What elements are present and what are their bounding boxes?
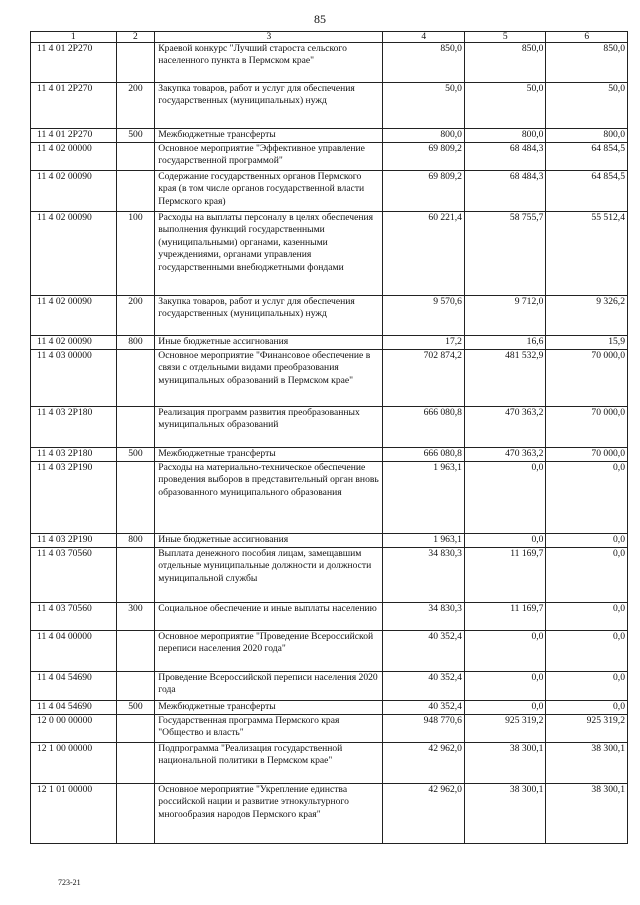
cell-name: Содержание государственных органов Пермского края (в том числе органов государственной власти Пермского края): [155, 171, 383, 212]
cell-amount-col5: 470 363,2: [464, 448, 546, 462]
cell-code: 12 1 01 00000: [31, 784, 117, 844]
cell-amount-col6: 925 319,2: [546, 715, 628, 743]
cell-expense-type: [116, 784, 155, 844]
table-row: [31, 350, 628, 407]
cell-amount-col6: 15,9: [546, 336, 628, 350]
cell-amount-col4: 60 221,4: [383, 212, 465, 296]
cell-code: 11 4 03 70560: [31, 548, 117, 603]
column-number: 5: [464, 32, 546, 43]
column-number: 6: [546, 32, 628, 43]
cell-amount-col5: 11 169,7: [464, 603, 546, 631]
cell-amount-col6: 0,0: [546, 548, 628, 603]
column-number: 4: [383, 32, 465, 43]
cell-expense-type: 100: [116, 212, 155, 296]
table-body: [31, 43, 628, 844]
cell-code: 12 1 00 00000: [31, 743, 117, 784]
table-row: [31, 534, 628, 548]
table-row: [31, 143, 628, 171]
cell-name: Подпрограмма "Реализация государственной национальной политики в Пермском крае": [155, 743, 383, 784]
cell-amount-col4: 17,2: [383, 336, 465, 350]
cell-expense-type: 500: [116, 448, 155, 462]
cell-amount-col5: 16,6: [464, 336, 546, 350]
table-row: [31, 603, 628, 631]
cell-name: Межбюджетные трансферты: [155, 448, 383, 462]
cell-expense-type: [116, 631, 155, 672]
cell-expense-type: 500: [116, 701, 155, 715]
cell-expense-type: 800: [116, 534, 155, 548]
table-row: [31, 296, 628, 336]
cell-amount-col4: 702 874,2: [383, 350, 465, 407]
cell-amount-col5: 0,0: [464, 462, 546, 534]
cell-amount-col6: 0,0: [546, 701, 628, 715]
cell-amount-col6: 850,0: [546, 43, 628, 83]
table-row: [31, 43, 628, 83]
cell-code: 11 4 03 2Р180: [31, 407, 117, 448]
cell-name: Иные бюджетные ассигнования: [155, 534, 383, 548]
cell-name: Межбюджетные трансферты: [155, 701, 383, 715]
cell-name: Государственная программа Пермского края "Общество и власть": [155, 715, 383, 743]
budget-table: [30, 31, 628, 844]
cell-amount-col4: 1 963,1: [383, 534, 465, 548]
cell-name: Иные бюджетные ассигнования: [155, 336, 383, 350]
footer-code: 723-21: [58, 878, 81, 887]
table-row: [31, 83, 628, 129]
table-row: [31, 171, 628, 212]
cell-amount-col4: 9 570,6: [383, 296, 465, 336]
cell-code: 11 4 02 00000: [31, 143, 117, 171]
cell-expense-type: [116, 43, 155, 83]
table-row: [31, 672, 628, 701]
cell-expense-type: [116, 672, 155, 701]
cell-code: 11 4 03 2Р190: [31, 534, 117, 548]
cell-code: 11 4 01 2Р270: [31, 43, 117, 83]
cell-name: Закупка товаров, работ и услуг для обеспечения государственных (муниципальных) нужд: [155, 83, 383, 129]
cell-expense-type: [116, 407, 155, 448]
column-number: 2: [116, 32, 155, 43]
cell-name: Основное мероприятие "Финансовое обеспечение в связи с отдельными видами преобразования муниципальных образований в Пермском крае": [155, 350, 383, 407]
cell-amount-col6: 50,0: [546, 83, 628, 129]
cell-expense-type: 200: [116, 83, 155, 129]
cell-amount-col6: 0,0: [546, 631, 628, 672]
cell-name: Проведение Всероссийской переписи населения 2020 года: [155, 672, 383, 701]
table-row: [31, 743, 628, 784]
cell-amount-col6: 70 000,0: [546, 407, 628, 448]
cell-amount-col5: 0,0: [464, 534, 546, 548]
table-row: [31, 715, 628, 743]
cell-name: Основное мероприятие "Эффективное управление государственной программой": [155, 143, 383, 171]
cell-expense-type: [116, 548, 155, 603]
cell-code: 11 4 02 00090: [31, 336, 117, 350]
cell-amount-col5: 68 484,3: [464, 143, 546, 171]
cell-amount-col4: 40 352,4: [383, 672, 465, 701]
table-row: [31, 548, 628, 603]
cell-amount-col5: 850,0: [464, 43, 546, 83]
cell-amount-col4: 34 830,3: [383, 603, 465, 631]
cell-amount-col6: 70 000,0: [546, 448, 628, 462]
cell-amount-col5: 800,0: [464, 129, 546, 143]
cell-code: 11 4 02 00090: [31, 171, 117, 212]
cell-expense-type: [116, 462, 155, 534]
cell-amount-col5: 481 532,9: [464, 350, 546, 407]
table-row: [31, 631, 628, 672]
cell-code: 11 4 03 2Р180: [31, 448, 117, 462]
column-number: 1: [31, 32, 117, 43]
cell-code: 11 4 01 2Р270: [31, 129, 117, 143]
cell-amount-col5: 11 169,7: [464, 548, 546, 603]
cell-name: Выплата денежного пособия лицам, замещавшим отдельные муниципальные должности и должности муниципальной службы: [155, 548, 383, 603]
cell-code: 11 4 03 70560: [31, 603, 117, 631]
cell-amount-col5: 38 300,1: [464, 743, 546, 784]
cell-amount-col6: 70 000,0: [546, 350, 628, 407]
cell-amount-col5: 58 755,7: [464, 212, 546, 296]
cell-amount-col4: 850,0: [383, 43, 465, 83]
cell-amount-col5: 68 484,3: [464, 171, 546, 212]
table-row: [31, 336, 628, 350]
cell-amount-col5: 470 363,2: [464, 407, 546, 448]
table-row: [31, 407, 628, 448]
cell-name: Расходы на материально-техническое обеспечение проведения выборов в представительный орган вновь образованного муниципального образования: [155, 462, 383, 534]
cell-amount-col4: 69 809,2: [383, 171, 465, 212]
cell-name: Краевой конкурс "Лучший староста сельского населенного пункта в Пермском крае": [155, 43, 383, 83]
cell-code: 11 4 02 00090: [31, 212, 117, 296]
cell-amount-col6: 0,0: [546, 534, 628, 548]
cell-amount-col6: 38 300,1: [546, 784, 628, 844]
cell-expense-type: 500: [116, 129, 155, 143]
table-row: [31, 212, 628, 296]
cell-expense-type: 800: [116, 336, 155, 350]
cell-code: 11 4 03 00000: [31, 350, 117, 407]
cell-name: Основное мероприятие "Проведение Всероссийской переписи населения 2020 года": [155, 631, 383, 672]
cell-amount-col4: 1 963,1: [383, 462, 465, 534]
cell-name: Социальное обеспечение и иные выплаты населению: [155, 603, 383, 631]
cell-code: 11 4 03 2Р190: [31, 462, 117, 534]
cell-code: 11 4 02 00090: [31, 296, 117, 336]
cell-name: Межбюджетные трансферты: [155, 129, 383, 143]
cell-expense-type: [116, 743, 155, 784]
cell-name: Расходы на выплаты персоналу в целях обеспечения выполнения функций государственными (муниципальными) органами, казенными учреждениями, органами управления государственными внебюджетными фондами: [155, 212, 383, 296]
cell-amount-col4: 34 830,3: [383, 548, 465, 603]
cell-name: Реализация программ развития преобразованных муниципальных образований: [155, 407, 383, 448]
cell-amount-col4: 666 080,8: [383, 448, 465, 462]
cell-amount-col4: 40 352,4: [383, 701, 465, 715]
page-number: 85: [314, 12, 326, 26]
cell-amount-col6: 0,0: [546, 603, 628, 631]
cell-expense-type: [116, 715, 155, 743]
cell-amount-col5: 9 712,0: [464, 296, 546, 336]
cell-amount-col6: 55 512,4: [546, 212, 628, 296]
cell-amount-col6: 64 854,5: [546, 171, 628, 212]
cell-amount-col4: 50,0: [383, 83, 465, 129]
cell-name: Закупка товаров, работ и услуг для обеспечения государственных (муниципальных) нужд: [155, 296, 383, 336]
cell-expense-type: [116, 171, 155, 212]
cell-code: 11 4 04 00000: [31, 631, 117, 672]
cell-amount-col5: 0,0: [464, 672, 546, 701]
cell-amount-col6: 0,0: [546, 672, 628, 701]
cell-amount-col6: 38 300,1: [546, 743, 628, 784]
cell-amount-col4: 69 809,2: [383, 143, 465, 171]
table-row: [31, 462, 628, 534]
cell-amount-col5: 925 319,2: [464, 715, 546, 743]
cell-amount-col4: 42 962,0: [383, 784, 465, 844]
cell-amount-col6: 64 854,5: [546, 143, 628, 171]
cell-amount-col5: 50,0: [464, 83, 546, 129]
cell-expense-type: 300: [116, 603, 155, 631]
table-row: [31, 129, 628, 143]
cell-amount-col5: 0,0: [464, 701, 546, 715]
cell-code: 12 0 00 00000: [31, 715, 117, 743]
table-row: [31, 784, 628, 844]
cell-code: 11 4 04 54690: [31, 701, 117, 715]
column-number-row: [31, 32, 628, 43]
cell-amount-col4: 40 352,4: [383, 631, 465, 672]
cell-amount-col4: 800,0: [383, 129, 465, 143]
table-row: [31, 701, 628, 715]
cell-amount-col6: 0,0: [546, 462, 628, 534]
cell-expense-type: 200: [116, 296, 155, 336]
cell-expense-type: [116, 143, 155, 171]
cell-name: Основное мероприятие "Укрепление единства российской нации и развитие этнокультурного многообразия народов Пермского края": [155, 784, 383, 844]
table-row: [31, 448, 628, 462]
column-number: 3: [155, 32, 383, 43]
cell-expense-type: [116, 350, 155, 407]
cell-amount-col5: 0,0: [464, 631, 546, 672]
cell-amount-col6: 800,0: [546, 129, 628, 143]
cell-code: 11 4 04 54690: [31, 672, 117, 701]
cell-amount-col6: 9 326,2: [546, 296, 628, 336]
cell-amount-col4: 42 962,0: [383, 743, 465, 784]
cell-amount-col5: 38 300,1: [464, 784, 546, 844]
cell-code: 11 4 01 2Р270: [31, 83, 117, 129]
cell-amount-col4: 666 080,8: [383, 407, 465, 448]
cell-amount-col4: 948 770,6: [383, 715, 465, 743]
